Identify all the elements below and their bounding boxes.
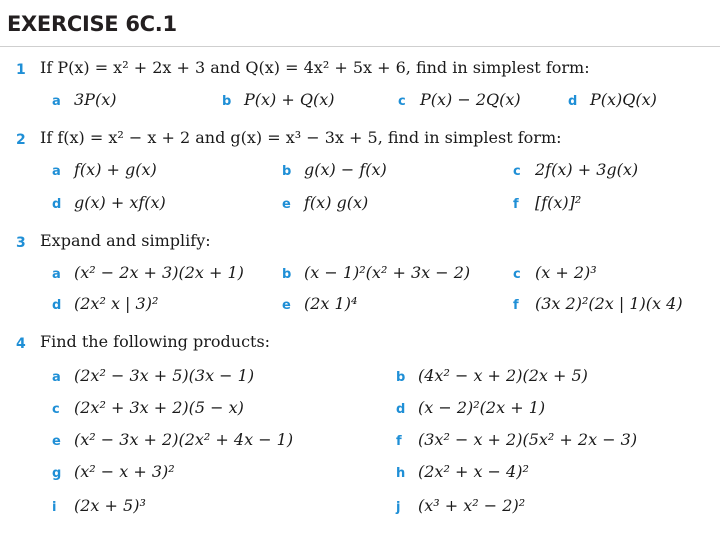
item-expression: (3x² − x + 2)(5x² + 2x − 3) — [418, 430, 638, 449]
q3-item-a — [52, 263, 244, 282]
question-4-stem: Find the following products: — [40, 332, 271, 351]
q3-item-c — [513, 263, 597, 282]
item-expression: g(x) − f(x) — [304, 160, 387, 179]
item-expression: (2x² x | 3)² — [74, 294, 159, 313]
q4-item-j — [396, 496, 525, 515]
item-label: b — [222, 94, 232, 109]
item-expression: (x² − 2x + 3)(2x + 1) — [74, 263, 244, 282]
item-expression: (2x² + 3x + 2)(5 − x) — [74, 398, 244, 417]
q2-item-b — [282, 160, 387, 179]
item-label: a — [52, 370, 61, 385]
item-expression: (2x² − 3x + 5)(3x − 1) — [74, 366, 255, 385]
q4-item-g — [52, 462, 175, 481]
item-expression: 2f(x) + 3g(x) — [535, 160, 639, 179]
item-label: b — [396, 370, 406, 385]
item-expression: (x² − x + 3)² — [74, 462, 175, 481]
item-label: d — [52, 197, 62, 212]
item-expression: (x² − 3x + 2)(2x² + 4x − 1) — [74, 430, 294, 449]
item-label: g — [52, 466, 62, 481]
q3-item-e — [282, 294, 357, 313]
item-label: d — [396, 402, 406, 417]
item-expression: f(x) g(x) — [304, 193, 369, 212]
item-expression: (x − 1)²(x² + 3x − 2) — [304, 263, 471, 282]
q1-item-b — [222, 90, 334, 109]
item-label: e — [282, 197, 291, 212]
q2-item-e — [282, 193, 368, 212]
item-label: f — [396, 434, 402, 449]
question-4-number: 4 — [16, 336, 26, 352]
item-label: j — [396, 500, 401, 515]
item-label: b — [282, 164, 292, 179]
item-label: f — [513, 197, 519, 212]
q4-item-e — [52, 430, 293, 449]
q4-item-d — [396, 398, 545, 417]
q3-item-f — [513, 294, 683, 313]
q4-item-c — [52, 398, 244, 417]
q1-item-c — [398, 90, 521, 109]
q4-item-h — [396, 462, 529, 481]
question-1-stem: If P(x) = x² + 2x + 3 and Q(x) = 4x² + 5x + 6, find in simplest form: — [40, 58, 590, 77]
item-expression: f(x) + g(x) — [74, 160, 157, 179]
item-label: d — [52, 298, 62, 313]
item-expression: (2x 1)⁴ — [304, 294, 358, 313]
item-label: c — [398, 94, 406, 109]
item-expression: 3P(x) — [74, 90, 117, 109]
q2-item-d — [52, 193, 166, 212]
item-label: h — [396, 466, 406, 481]
q4-item-f — [396, 430, 637, 449]
item-label: d — [568, 94, 578, 109]
q4-item-a — [52, 366, 254, 385]
item-expression: P(x)Q(x) — [590, 90, 657, 109]
q4-item-i — [52, 496, 146, 515]
item-expression: (3x 2)²(2x | 1)(x 4) — [535, 294, 683, 313]
item-label: a — [52, 94, 61, 109]
item-label: f — [513, 298, 519, 313]
item-label: a — [52, 267, 61, 282]
q4-item-b — [396, 366, 588, 385]
q2-item-a — [52, 160, 157, 179]
item-label: e — [282, 298, 291, 313]
q3-item-b — [282, 263, 470, 282]
item-label: c — [513, 164, 521, 179]
item-label: c — [52, 402, 60, 417]
item-label: i — [52, 500, 57, 515]
item-label: e — [52, 434, 61, 449]
question-3-number: 3 — [16, 235, 26, 251]
item-expression: P(x) − 2Q(x) — [420, 90, 521, 109]
item-expression: (x³ + x² − 2)² — [418, 496, 526, 515]
item-label: a — [52, 164, 61, 179]
q1-item-a — [52, 90, 116, 109]
q1-item-d — [568, 90, 657, 109]
question-2-number: 2 — [16, 132, 26, 148]
q2-item-f — [513, 193, 581, 212]
item-expression: P(x) + Q(x) — [244, 90, 335, 109]
exercise-title: EXERCISE 6C.1 — [7, 12, 177, 36]
q3-item-d — [52, 294, 158, 313]
item-label: b — [282, 267, 292, 282]
item-expression: (2x² + x − 4)² — [418, 462, 529, 481]
question-2-stem: If f(x) = x² − x + 2 and g(x) = x³ − 3x + 5, find in simplest form: — [40, 128, 562, 147]
item-expression: g(x) + xf(x) — [74, 193, 166, 212]
title-divider — [0, 46, 720, 47]
question-3-stem: Expand and simplify: — [40, 231, 211, 250]
item-expression: (x + 2)³ — [535, 263, 597, 282]
item-label: c — [513, 267, 521, 282]
item-expression: [f(x)]² — [535, 193, 582, 212]
item-expression: (x − 2)²(2x + 1) — [418, 398, 546, 417]
item-expression: (4x² − x + 2)(2x + 5) — [418, 366, 588, 385]
item-expression: (2x + 5)³ — [74, 496, 146, 515]
q2-item-c — [513, 160, 638, 179]
question-1-number: 1 — [16, 62, 26, 78]
